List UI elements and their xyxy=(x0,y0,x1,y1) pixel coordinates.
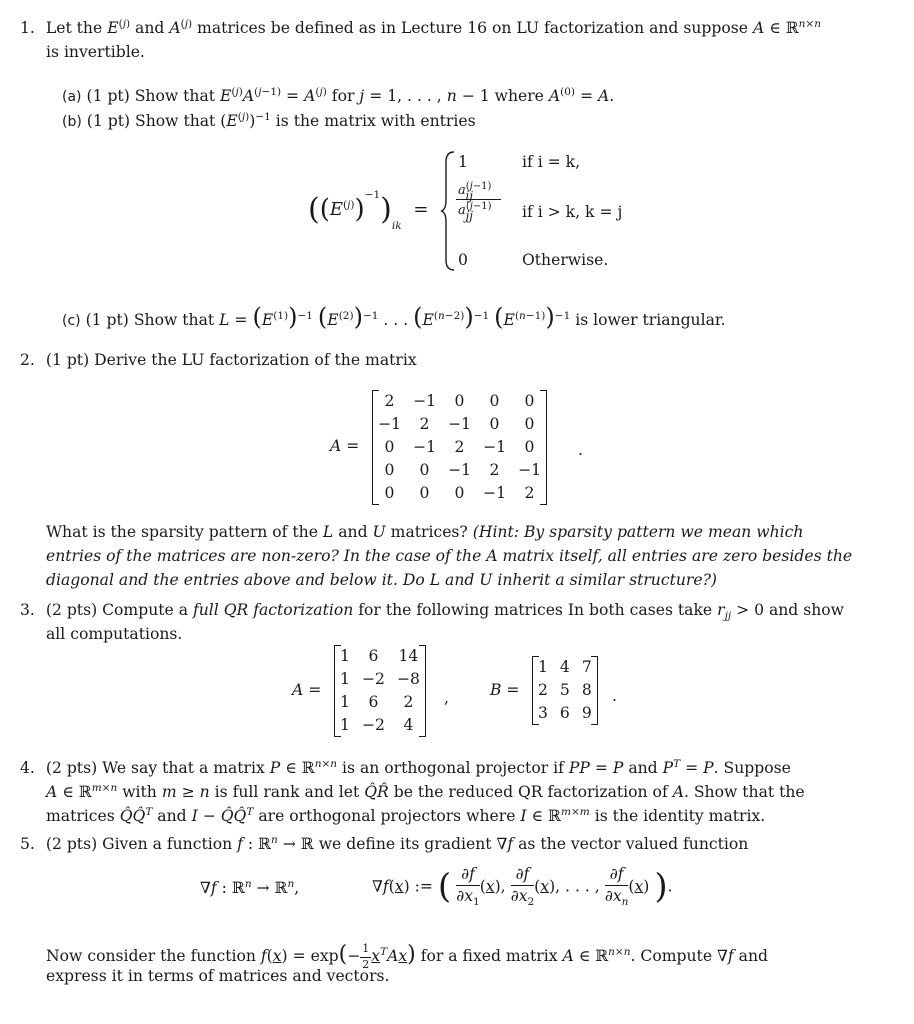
q1a-where: where xyxy=(494,87,544,106)
q4-line2-d: Show that the xyxy=(693,783,805,802)
q2-matrix-cell: 0 xyxy=(454,484,465,503)
q2-matrix-cell: 0 xyxy=(454,392,465,411)
q3-matrix-a-cell: −2 xyxy=(361,670,385,689)
q3-matrix-a-cell: −8 xyxy=(396,670,420,689)
q2-question-start: What is the sparsity pattern of the xyxy=(46,523,318,541)
question-5: 5. (2 pts) Given a function f : ℝ$^n$ → ℝ we define its gradient ∇f as the vector valued function xyxy=(20,834,749,854)
q3-matrix-b-row xyxy=(532,656,598,679)
q2-matrix-label: A = xyxy=(330,437,360,455)
q3-matrix-B-label: B = xyxy=(490,681,520,699)
q3-matrix-a-cell: 6 xyxy=(368,647,379,666)
q2-matrix-cell: 0 xyxy=(524,415,535,434)
q2-hint-3: diagonal and the entries above and below it. Do L and U inherit a similar structure?) xyxy=(46,571,718,589)
case-3-value: 0 xyxy=(458,251,468,269)
q2-matrix-cell: 0 xyxy=(524,438,535,457)
q2-number: 2. xyxy=(20,351,35,369)
q3-matrix-b-cell: 6 xyxy=(559,704,570,723)
q1-number: 1. xyxy=(20,19,35,38)
q2-matrix-cell: 0 xyxy=(489,415,500,434)
q3-text-c: > 0 and show xyxy=(736,601,845,619)
q3-matrix-B xyxy=(532,656,598,725)
q1-intro-b: matrices be defined as in Lecture 16 on LU factorization and suppose xyxy=(197,19,748,38)
q3-matrix-a-row xyxy=(334,691,426,714)
q4-line1-d: Suppose xyxy=(723,759,791,778)
q5-line-3: express it in terms of matrices and vectors. xyxy=(46,967,390,985)
q3-matrix-A-label: A = xyxy=(292,681,322,699)
q3-text-d: all computations. xyxy=(46,625,183,643)
q2-matrix-cell: −1 xyxy=(448,461,471,480)
q4-line1-a: (2 pts) We say that a matrix xyxy=(45,759,265,778)
q4-line1-b: is an orthogonal projector if xyxy=(342,759,564,778)
q5-line2-c: Compute xyxy=(640,947,713,965)
q1-part-c: (c) (1 pt) Show that $L = (E^{(1)})^{-1}$ $(E^{(2)})^{-1}$ . . . $(E^{(n-2)})^{-1}$ $(E^{(n-1)})^{-1}$ is lower triangular. xyxy=(62,303,726,331)
q3-matrix-b-row xyxy=(532,702,598,725)
q2-matrix-cell: −1 xyxy=(483,438,506,457)
inverse-entry-lhs: $((E^{(j)})^{-1})_{ik}$ = xyxy=(308,188,429,233)
q2-question-and: and xyxy=(338,523,368,541)
q3-matrix-a-cell: 6 xyxy=(368,693,379,712)
q1c-tail: is lower triangular. xyxy=(575,311,726,329)
q1b-text: (1 pt) Show that xyxy=(86,112,216,131)
q4-line1-c: and xyxy=(628,759,658,778)
q2-matrix-cell: 0 xyxy=(384,484,395,503)
q4-line2-c: be the reduced QR factorization of xyxy=(393,783,668,802)
q2-matrix-cell: −1 xyxy=(518,461,541,480)
q2-matrix-cell: −1 xyxy=(483,484,506,503)
gradient-map: ∇f : ℝ$^n$ → ℝ$^n$, xyxy=(200,878,300,898)
q3-matrix-b-cell: 9 xyxy=(581,704,592,723)
q2-matrix-cell: −1 xyxy=(378,415,401,434)
q4-line3-d: is the identity matrix. xyxy=(594,807,766,826)
q2-matrix-row xyxy=(372,390,547,413)
q2-question: What is the sparsity pattern of the L and U matrices? (Hint: By sparsity pattern we mean which xyxy=(46,523,804,541)
q5-line1-b: we define its gradient xyxy=(318,835,492,854)
q2-matrix-cell: 0 xyxy=(419,461,430,480)
q5-line1-c: as the vector valued function xyxy=(518,835,749,854)
q5-line1-a: (2 pts) Given a function xyxy=(45,835,233,854)
q2-matrix-cell: 2 xyxy=(524,484,535,503)
q3-matrix-b-cell: 2 xyxy=(538,681,548,700)
q1c-text: (1 pt) Show that xyxy=(85,311,215,329)
q2-matrix-row xyxy=(372,482,547,505)
q3-matrix-b-cell: 3 xyxy=(538,704,548,723)
q2-matrix-cell: 2 xyxy=(384,392,395,411)
q1-intro-c: is invertible. xyxy=(46,43,145,61)
q3-matrix-a-row xyxy=(334,668,426,691)
q3-matrix-b-cell: 4 xyxy=(559,658,570,677)
q5-line-2: Now consider the function f(x) = exp(− $\frac{1}{2}$ $x^TAx$) for a fixed matrix A ∈ ℝ$^{n\times n}$. Compute ∇f and xyxy=(46,941,768,971)
q3-matrix-b-cell: 8 xyxy=(581,681,592,700)
case-1-condition: if i = k, xyxy=(522,153,581,171)
q1a-for: for xyxy=(331,87,355,106)
q3-matrix-A xyxy=(334,645,426,737)
q3-text-a: (2 pts) Compute a xyxy=(45,601,188,619)
q4-number: 4. xyxy=(20,759,35,778)
q5-line2-a: Now consider the function xyxy=(46,947,256,965)
question-4: 4. (2 pts) We say that a matrix P ∈ ℝ$^{n\times n}$ is an orthogonal projector if PP = P and $P^T = P$. Suppose xyxy=(20,758,791,778)
q1c-label: (c) xyxy=(62,313,81,329)
q1b-text2: is the matrix with entries xyxy=(275,112,476,131)
q2-matrix-cell: 0 xyxy=(384,461,395,480)
q5-number: 5. xyxy=(20,835,35,854)
q3-matrix-a-row xyxy=(334,645,426,668)
q2-matrix-period: . xyxy=(578,441,583,459)
q3-text-b: for the following matrices In both cases take xyxy=(358,601,713,619)
q3-matrix-a-cell: 1 xyxy=(340,647,350,666)
q1-part-a: (a) (1 pt) Show that $E^{(j)}A^{(j-1)} = A^{(j)}$ for j = 1, . . . , n − 1 where $A^{(0)} = A$. xyxy=(62,86,615,106)
q4-line-2: A ∈ ℝ$^{m\times n}$ with m ≥ n is full rank and let Q̂R̂ be the reduced QR factorization of A. Show that the xyxy=(46,782,805,802)
q4-line3-c: are orthogonal projectors where xyxy=(258,807,516,826)
q3-matrix-a-cell: 14 xyxy=(398,647,419,666)
q4-line2-a: with xyxy=(122,783,157,802)
q3-matrix-a-cell: 1 xyxy=(340,716,350,735)
q2-matrix-cell: −1 xyxy=(448,415,471,434)
q3-matrix-b-row xyxy=(532,679,598,702)
q2-hint-2: entries of the matrices are non-zero? In the case of the A matrix itself, all entries are zero besides the xyxy=(46,547,853,565)
q3-period: . xyxy=(612,687,617,705)
case-3-condition: Otherwise. xyxy=(522,251,609,269)
q2-matrix-cell: 2 xyxy=(454,438,465,457)
q5-line2-b: for a fixed matrix xyxy=(420,947,558,965)
q3-matrix-b-cell: 5 xyxy=(559,681,570,700)
q3-matrix-a-cell: −2 xyxy=(361,716,385,735)
gradient-definition: ∇f(x) := ( $\frac{\partial f}{\partial x_1}$ (x), $\frac{\partial f}{\partial x_2}$ (x), . . . , $\frac{\partial f}{\partial x_n}$ (x) ). xyxy=(372,865,673,908)
q2-matrix-cell: −1 xyxy=(413,438,436,457)
q3-comma: , xyxy=(444,689,449,707)
case-2-condition: if i > k, k = j xyxy=(522,203,623,221)
q2-question-mid: matrices? xyxy=(390,523,468,541)
q3-text-em: full QR factorization xyxy=(192,601,354,619)
q2-matrix-A xyxy=(372,390,547,505)
q3-matrix-a-cell: 2 xyxy=(403,693,414,712)
q4-line3-b: and xyxy=(157,807,187,826)
q2-matrix-cell: 0 xyxy=(419,484,430,503)
q2-hint-1: (Hint: By sparsity pattern we mean which xyxy=(472,523,804,541)
q4-line2-b: is full rank and let xyxy=(214,783,360,802)
case-2-fraction: $\frac{a^{(j-1)}ij}{a^{(j-1)}jj}$ xyxy=(456,180,501,219)
q3-number: 3. xyxy=(20,601,35,619)
q4-line-3: matrices Q̂Q̂$^T$ and I − Q̂Q̂$^T$ are orthogonal projectors where I ∈ ℝ$^{m\times m}$ is the identity matrix. xyxy=(46,806,766,826)
q2-matrix-row xyxy=(372,436,547,459)
q2-matrix-cell: 0 xyxy=(524,392,535,411)
q2-matrix-cell: 2 xyxy=(489,461,500,480)
q2-matrix-cell: 0 xyxy=(384,438,395,457)
q2-matrix-row xyxy=(372,413,547,436)
q1a-text: (1 pt) Show that xyxy=(86,87,216,106)
question-1: 1. Let the $E^{(j)}$ and $A^{(j)}$ matrices be defined as in Lecture 16 on LU factorization and suppose A ∈ ℝ$^{n\times n}$ xyxy=(20,18,821,38)
q4-line3-a: matrices xyxy=(46,807,115,826)
q3-matrix-a-cell: 1 xyxy=(340,693,350,712)
q3-matrix-b-cell: 7 xyxy=(581,658,592,677)
question-3: 3. (2 pts) Compute a full QR factorization for the following matrices In both cases take $r_{jj} > 0$ and show xyxy=(20,601,845,623)
q2-matrix-row xyxy=(372,459,547,482)
case-1-value: 1 xyxy=(458,153,468,171)
q2-text: (1 pt) Derive the LU factorization of the matrix xyxy=(45,351,417,369)
q2-matrix-cell: 0 xyxy=(489,392,500,411)
q3-matrix-a-cell: 1 xyxy=(340,670,350,689)
q5-line2-d: and xyxy=(738,947,768,965)
q1-part-b: (b) (1 pt) Show that $(E^{(j)})^{-1}$ is the matrix with entries xyxy=(62,111,476,131)
q2-matrix-cell: −1 xyxy=(413,392,436,411)
q1a-label: (a) xyxy=(62,89,82,106)
q3-matrix-b-cell: 1 xyxy=(538,658,548,677)
q2-matrix-cell: 2 xyxy=(419,415,430,434)
question-2 xyxy=(20,350,417,371)
q3-matrix-a-cell: 4 xyxy=(403,716,414,735)
q1-intro-a: Let the xyxy=(45,19,103,38)
q3-matrix-a-row xyxy=(334,714,426,737)
q1b-label: (b) xyxy=(62,114,82,131)
